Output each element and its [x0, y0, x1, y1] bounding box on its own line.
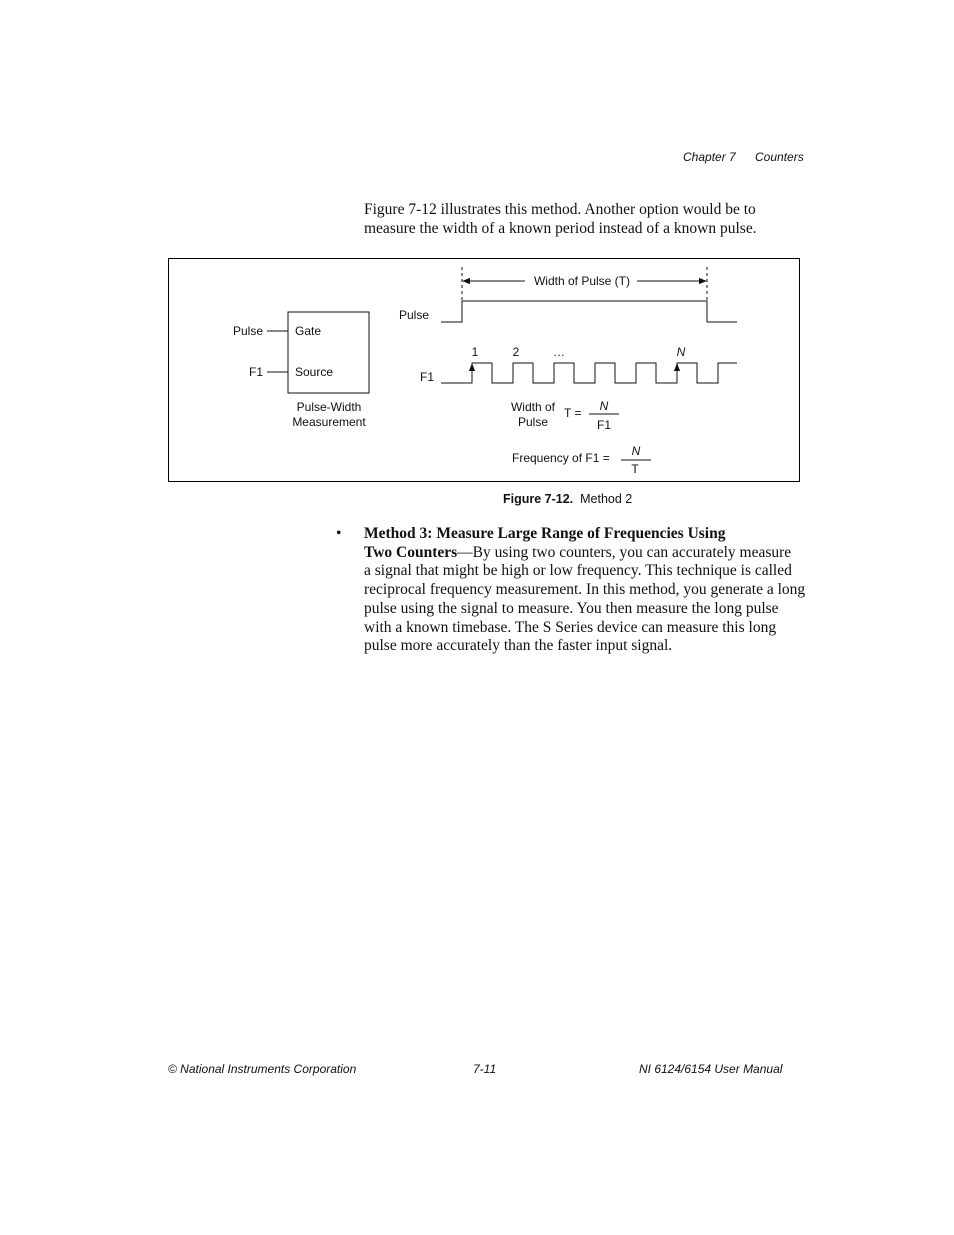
footer-copyright: © National Instruments Corporation [168, 1062, 357, 1076]
bullet-line: a signal that might be high or low frequency. This technique is called [364, 562, 792, 580]
width-eq-t: T = [564, 406, 582, 420]
bullet-line: reciprocal frequency measurement. In this method, you generate a long [364, 581, 806, 599]
footer-manual-title: NI 6124/6154 User Manual [639, 1062, 783, 1076]
width-eq-denominator: F1 [596, 418, 612, 432]
count-label-2: 2 [512, 345, 520, 359]
intro-line: Figure 7-12 illustrates this method. Another option would be to [364, 201, 756, 218]
freq-eq-denominator: T [631, 462, 639, 476]
source-pin-label: Source [295, 365, 334, 379]
f1-waveform [441, 363, 737, 383]
pulse-waveform-label: Pulse [399, 308, 430, 322]
figure-diagram [169, 259, 799, 481]
bullet-line: pulse more accurately than the faster input signal. [364, 637, 673, 655]
width-eq-numerator: N [599, 399, 609, 413]
intro-paragraph [364, 201, 804, 238]
freq-eq-numerator: N [631, 444, 641, 458]
intro-line: measure the width of a known period instead of a known pulse. [364, 219, 757, 237]
block-name-line2: Measurement [292, 415, 366, 429]
gate-pin-label: Gate [295, 324, 322, 338]
bullet-heading-line1 [364, 525, 804, 544]
freq-eq-lhs: Frequency of F1 = [512, 451, 610, 465]
width-of-pulse-label: Width of Pulse (T) [533, 274, 631, 288]
header-chapter: Chapter 7 [683, 150, 736, 164]
bullet-symbol: • [336, 525, 342, 542]
width-eq-lhs-line2: Pulse [517, 415, 549, 429]
f1-waveform-label: F1 [420, 370, 435, 384]
figure-title: Method 2 [580, 492, 633, 506]
header-section: Counters [755, 150, 804, 164]
block-name-line1: Pulse-Width [296, 400, 362, 414]
bullet-heading-bold: Method 3: Measure Large Range of Frequencies Using [364, 525, 726, 542]
gate-input-label: Pulse [232, 324, 263, 338]
bullet-line: with a known timebase. The S Series device can measure this long [364, 618, 777, 636]
bullet-paragraph [364, 525, 804, 656]
count-label-n: N [676, 345, 686, 359]
bullet-heading-bold-2: Two Counters [364, 543, 458, 561]
bullet-heading-rest: —By using two counters, you can accurately measure [457, 543, 792, 561]
bullet-line: pulse using the signal to measure. You then measure the long pulse [364, 599, 779, 617]
footer-page-number: 7-11 [473, 1062, 497, 1076]
source-input-label: F1 [248, 365, 263, 379]
count-label-ellipsis: … [553, 345, 565, 359]
figure-caption [503, 492, 632, 506]
figure-7-12 [168, 258, 800, 482]
pulse-waveform [441, 301, 737, 322]
figure-number: Figure 7-12. [503, 492, 574, 506]
count-label-1: 1 [471, 345, 479, 359]
width-eq-lhs-line1: Width of [510, 400, 556, 414]
bullet-heading-line2 [364, 544, 804, 563]
